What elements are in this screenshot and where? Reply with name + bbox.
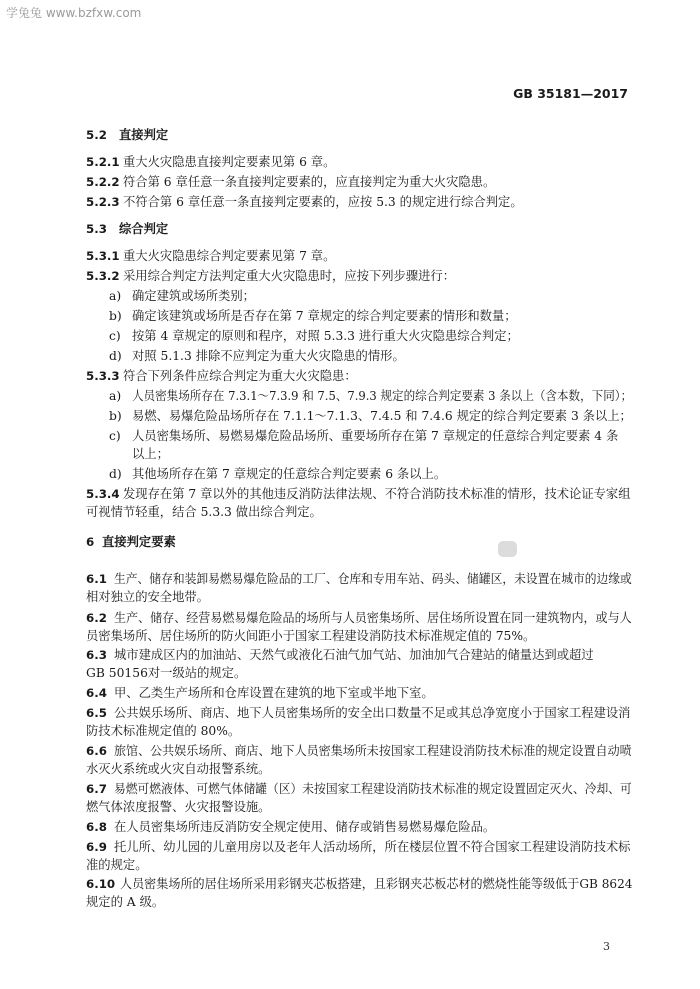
list-item-label: a) bbox=[109, 289, 122, 303]
clause-text: 防技术标准规定值的 80%。 bbox=[86, 724, 241, 738]
section-title: 直接判定要素 bbox=[102, 535, 176, 549]
clause-line bbox=[86, 504, 632, 520]
clause-line bbox=[86, 705, 632, 721]
clause-line bbox=[86, 486, 632, 502]
list-item bbox=[86, 348, 632, 364]
clause-number: 5.2.1 bbox=[86, 155, 120, 169]
list-item bbox=[86, 308, 632, 324]
clause-line bbox=[86, 723, 632, 739]
clause-text: 可视情节轻重，结合 5.3.3 做出综合判定。 bbox=[86, 505, 322, 519]
clause-number: 5.3.2 bbox=[86, 269, 120, 283]
clause-text: 城市建成区内的加油站、天然气或液化石油气加气站、加油加气合建站的储量达到或超过 bbox=[114, 648, 594, 662]
clause-text: 重大火灾隐患直接判定要素见第 6 章。 bbox=[123, 155, 336, 169]
list-item-label: c) bbox=[109, 429, 121, 443]
clause-text: 以上； bbox=[132, 447, 169, 461]
clause-text: 符合第 6 章任意一条直接判定要素的，应直接判定为重大火灾隐患。 bbox=[123, 175, 496, 189]
clause-text: 公共娱乐场所、商店、地下人员密集场所的安全出口数量不足或其总净宽度小于国家工程建设消 bbox=[114, 706, 631, 720]
clause-text: 重大火灾隐患综合判定要素见第 7 章。 bbox=[123, 249, 336, 263]
clause-text: 水灭火系统或火灾自动报警系统。 bbox=[86, 762, 271, 776]
clause-text: 员密集场所、居住场所的防火间距小于国家工程建设消防技术标准规定值的 75%。 bbox=[86, 629, 536, 643]
list-item bbox=[86, 388, 632, 404]
clause-line bbox=[86, 743, 632, 759]
list-item-text: 易燃、易爆危险品场所存在 7.1.1～7.1.3、7.4.5 和 7.4.6 规定的综合判定要素 3 条以上； bbox=[132, 409, 632, 423]
clause-text: 相对独立的安全地带。 bbox=[86, 590, 209, 604]
watermark-text: 学兔兔 www.bzfxw.com bbox=[6, 6, 142, 20]
list-item-text: 其他场所存在第 7 章规定的任意综合判定要素 6 条以上。 bbox=[132, 467, 447, 481]
clause-line bbox=[86, 628, 632, 644]
clause-line bbox=[86, 174, 632, 190]
clause-text: 准的规定。 bbox=[86, 858, 148, 872]
clause-text: 符合下列条件应综合判定为重大火灾隐患： bbox=[123, 369, 357, 383]
list-item bbox=[86, 288, 632, 304]
clause-text: 托儿所、幼儿园的儿童用房以及老年人活动场所，所在楼层位置不符合国家工程建设消防技术标 bbox=[114, 840, 631, 854]
section-heading bbox=[86, 127, 632, 143]
section-title: 直接判定 bbox=[119, 128, 169, 142]
clause-number: 6.2 bbox=[86, 611, 107, 625]
clause-line bbox=[86, 248, 632, 264]
section-number: 6 bbox=[86, 535, 95, 549]
clause-text: 燃气体浓度报警、火灾报警设施。 bbox=[86, 800, 271, 814]
list-item-label: d) bbox=[109, 467, 122, 481]
list-item-label: a) bbox=[109, 389, 122, 403]
clause-number: 6.8 bbox=[86, 820, 107, 834]
clause-line bbox=[86, 685, 632, 701]
clause-number: 6.10 bbox=[86, 877, 116, 891]
clause-line bbox=[86, 819, 632, 835]
clause-line bbox=[86, 665, 632, 681]
section-heading bbox=[86, 221, 632, 237]
clause-number: 5.2.2 bbox=[86, 175, 120, 189]
standard-code-header: GB 35181—2017 bbox=[513, 86, 628, 101]
clause-text: 不符合第 6 章任意一条直接判定要素的，应按 5.3 的规定进行综合判定。 bbox=[123, 195, 523, 209]
clause-line bbox=[86, 839, 632, 855]
clause-text: 规定的 A 级。 bbox=[86, 895, 165, 909]
clause-text: GB 50156对一级站的规定。 bbox=[86, 666, 247, 680]
list-item bbox=[86, 328, 632, 344]
clause-number: 5.2.3 bbox=[86, 195, 120, 209]
clause-line bbox=[86, 894, 632, 910]
clause-number: 6.9 bbox=[86, 840, 107, 854]
clause-text: 易燃可燃液体、可燃气体储罐（区）未按国家工程建设消防技术标准的规定设置固定灭火、冷却、可 bbox=[114, 782, 632, 796]
clause-text: 生产、储存和装卸易燃易爆危险品的工厂、仓库和专用车站、码头、储罐区，未设置在城市的边缘或 bbox=[114, 572, 632, 586]
clause-number: 5.3.1 bbox=[86, 249, 120, 263]
clause-line bbox=[86, 589, 632, 605]
clause-text: 发现存在第 7 章以外的其他违反消防法律法规、不符合消防技术标准的情形，技术论证专家组 bbox=[123, 487, 631, 501]
clause-line bbox=[86, 368, 632, 384]
list-item bbox=[86, 408, 632, 424]
clause-line bbox=[86, 194, 632, 210]
clause-line bbox=[86, 799, 632, 815]
clause-text: 甲、乙类生产场所和仓库设置在建筑的地下室或半地下室。 bbox=[114, 686, 434, 700]
list-item bbox=[86, 428, 632, 444]
clause-number: 6.1 bbox=[86, 572, 107, 586]
list-item-label: b) bbox=[109, 409, 122, 423]
section-heading bbox=[86, 534, 632, 550]
clause-line bbox=[86, 857, 632, 873]
section-number: 5.2 bbox=[86, 128, 107, 142]
clause-line bbox=[86, 571, 632, 587]
clause-number: 6.7 bbox=[86, 782, 107, 796]
list-item-label: c) bbox=[109, 329, 121, 343]
list-item-label: d) bbox=[109, 349, 122, 363]
clause-line bbox=[86, 268, 632, 284]
section-number: 5.3 bbox=[86, 222, 107, 236]
clause-text: 采用综合判定方法判定重大火灾隐患时，应按下列步骤进行： bbox=[123, 269, 456, 283]
page-number: 3 bbox=[603, 940, 610, 953]
clause-line bbox=[86, 154, 632, 170]
clause-text: 在人员密集场所违反消防安全规定使用、储存或销售易燃易爆危险品。 bbox=[114, 820, 496, 834]
list-item-label: b) bbox=[109, 309, 122, 323]
clause-number: 5.3.3 bbox=[86, 369, 120, 383]
clause-number: 5.3.4 bbox=[86, 487, 120, 501]
list-item-text: 确定建筑或场所类别； bbox=[132, 289, 255, 303]
clause-text: 旅馆、公共娱乐场所、商店、地下人员密集场所未按国家工程建设消防技术标准的规定设置自动喷 bbox=[114, 744, 632, 758]
clause-number: 6.6 bbox=[86, 744, 107, 758]
section-title: 综合判定 bbox=[119, 222, 169, 236]
list-item-text: 对照 5.1.3 排除不应判定为重大火灾隐患的情形。 bbox=[132, 349, 405, 363]
list-item-text: 按第 4 章规定的原则和程序，对照 5.3.3 进行重大火灾隐患综合判定； bbox=[132, 329, 519, 343]
list-item-text: 确定该建筑或场所是否存在第 7 章规定的综合判定要素的情形和数量； bbox=[132, 309, 517, 323]
clause-text: 人员密集场所的居住场所采用彩钢夹芯板搭建，且彩钢夹芯板芯材的燃烧性能等级低于GB 8624 bbox=[120, 877, 633, 891]
list-item-text: 人员密集场所存在 7.3.1～7.3.9 和 7.5、7.9.3 规定的综合判定要素 3 条以上（含本数，下同）； bbox=[132, 389, 633, 403]
list-item bbox=[86, 466, 632, 482]
clause-line bbox=[86, 610, 632, 626]
clause-line bbox=[86, 446, 632, 462]
clause-line bbox=[86, 647, 632, 663]
clause-line bbox=[86, 876, 632, 892]
list-item-text: 人员密集场所、易燃易爆危险品场所、重要场所存在第 7 章规定的任意综合判定要素 4 条 bbox=[132, 429, 619, 443]
clause-number: 6.3 bbox=[86, 648, 107, 662]
clause-line bbox=[86, 761, 632, 777]
clause-number: 6.5 bbox=[86, 706, 107, 720]
clause-line bbox=[86, 781, 632, 797]
clause-text: 生产、储存、经营易燃易爆危险品的场所与人员密集场所、居住场所设置在同一建筑物内，或与人 bbox=[114, 611, 632, 625]
clause-number: 6.4 bbox=[86, 686, 107, 700]
